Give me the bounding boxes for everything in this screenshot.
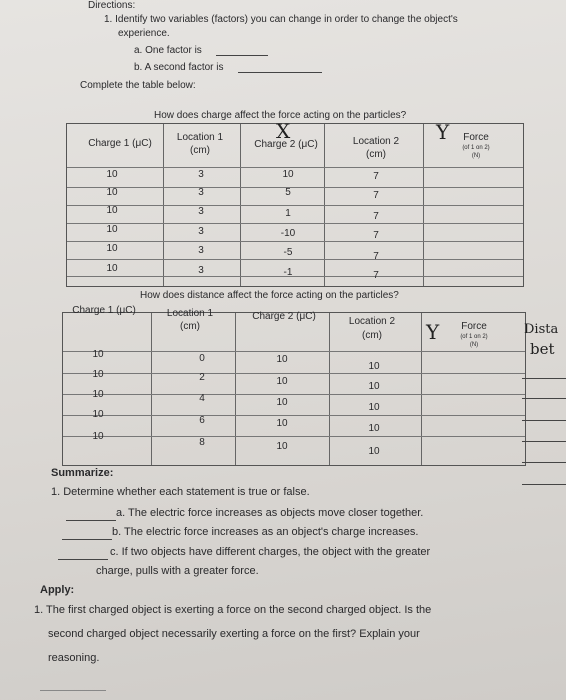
t1-r4-charge2: -10 — [280, 228, 296, 239]
complete-instruction: Complete the table below: — [80, 80, 196, 91]
apply-question-line-3: reasoning. — [48, 652, 100, 664]
t2-r2-charge1: 10 — [92, 369, 104, 380]
t1-handwritten-y: Y — [436, 120, 450, 144]
t2-handwritten-side-2: bet — [530, 340, 555, 358]
t1-header-loc2-unit: (cm) — [366, 149, 386, 160]
statement-c-cont: charge, pulls with a greater force. — [96, 565, 259, 577]
t2-r2-loc2: 10 — [368, 381, 380, 392]
t1-header-force: Force — [463, 132, 489, 143]
t1-header-force-unit: (N) — [471, 153, 481, 159]
t2-r3-charge2: 10 — [276, 397, 288, 408]
t1-r3-loc1: 3 — [198, 206, 204, 217]
t1-r4-loc1: 3 — [198, 226, 204, 237]
t1-header-charge1: Charge 1 (μC) — [88, 138, 152, 149]
t2-header-charge1: Charge 1 (μC) — [72, 305, 136, 316]
t1-r5-charge2: -5 — [283, 247, 293, 258]
directions-item-1-cont: experience. — [118, 28, 170, 39]
t2-r1-charge1: 10 — [92, 349, 104, 360]
t1-r2-charge1: 10 — [106, 187, 118, 198]
t1-r2-loc2: 7 — [373, 190, 379, 201]
margin-line — [522, 378, 566, 379]
t2-r5-charge2: 10 — [276, 441, 288, 452]
t1-r6-charge1: 10 — [106, 263, 118, 274]
directions-heading: Directions: — [88, 0, 136, 11]
apply-question-line-1: 1. The first charged object is exerting a force on the second charged object. Is the — [34, 604, 432, 616]
t2-handwritten-side-1: Dista — [524, 322, 559, 337]
t1-r6-loc2: 7 — [373, 270, 379, 281]
t2-r1-charge2: 10 — [276, 354, 288, 365]
margin-line — [522, 484, 566, 485]
t1-r6-charge2: -1 — [283, 267, 293, 278]
t1-r1-charge2: 10 — [282, 169, 294, 180]
t2-r5-charge1: 10 — [92, 431, 104, 442]
t1-r4-charge1: 10 — [106, 224, 118, 235]
t1-r6-loc1: 3 — [198, 265, 204, 276]
t2-r4-loc2: 10 — [368, 423, 380, 434]
t2-header-force-unit: (N) — [469, 342, 479, 348]
t2-r4-charge1: 10 — [92, 409, 104, 420]
t1-header-loc1-unit: (cm) — [190, 145, 210, 156]
t2-r2-loc1: 2 — [199, 372, 205, 383]
t1-r3-loc2: 7 — [373, 211, 379, 222]
t2-r3-loc2: 10 — [368, 402, 380, 413]
statement-b: b. The electric force increases as an object's charge increases. — [112, 526, 419, 538]
t2-header-loc1-unit: (cm) — [180, 321, 200, 332]
t1-r1-loc1: 3 — [198, 169, 204, 180]
t2-header-force-sub: (of 1 on 2) — [460, 334, 488, 340]
table1-title: How does charge affect the force acting on the particles? — [154, 110, 407, 121]
t1-header-force-sub: (of 1 on 2) — [462, 145, 490, 151]
summarize-heading: Summarize: — [51, 467, 114, 479]
t2-header-loc2-unit: (cm) — [362, 330, 382, 341]
answer-a-blank[interactable] — [66, 520, 116, 521]
t1-handwritten-x: X — [276, 119, 291, 143]
margin-line — [522, 398, 566, 399]
apply-heading: Apply: — [40, 584, 75, 596]
margin-line — [522, 441, 566, 442]
statement-c: c. If two objects have different charges, the object with the greater — [110, 546, 431, 558]
factor-b-label: b. A second factor is — [134, 62, 224, 73]
margin-line — [522, 462, 566, 463]
t1-r3-charge2: 1 — [285, 208, 291, 219]
t2-r3-charge1: 10 — [92, 389, 104, 400]
t2-r5-loc1: 8 — [199, 437, 205, 448]
t2-r2-charge2: 10 — [276, 376, 288, 387]
answer-c-blank[interactable] — [58, 559, 108, 560]
t2-r5-loc2: 10 — [368, 446, 380, 457]
t1-header-loc1: Location 1 — [176, 132, 224, 143]
table2-title: How does distance affect the force acting on the particles? — [140, 290, 399, 301]
t1-r5-loc1: 3 — [198, 245, 204, 256]
t2-r3-loc1: 4 — [199, 393, 205, 404]
apply-answer-line[interactable] — [40, 690, 106, 691]
factor-b-blank[interactable] — [238, 72, 322, 73]
t1-header-loc2: Location 2 — [352, 136, 400, 147]
t2-header-charge2: Charge 2 (μC) — [252, 311, 316, 322]
t1-r2-charge2: 5 — [285, 187, 291, 198]
apply-question-line-2: second charged object necessarily exerting a force on the first? Explain your — [48, 628, 420, 640]
t1-r3-charge1: 10 — [106, 205, 118, 216]
statement-a: a. The electric force increases as objects move closer together. — [116, 507, 424, 519]
summarize-item-1: 1. Determine whether each statement is true or false. — [51, 486, 310, 498]
t1-r5-loc2: 7 — [373, 251, 379, 262]
factor-a-label: a. One factor is — [134, 45, 202, 56]
margin-line — [522, 420, 566, 421]
t1-r1-loc2: 7 — [373, 171, 379, 182]
t1-r5-charge1: 10 — [106, 243, 118, 254]
t1-r4-loc2: 7 — [373, 230, 379, 241]
t1-r1-charge1: 10 — [106, 169, 118, 180]
t1-r2-loc1: 3 — [198, 187, 204, 198]
t2-r4-loc1: 6 — [199, 415, 205, 426]
directions-item-1: 1. Identify two variables (factors) you can change in order to change the object's — [104, 14, 458, 25]
factor-a-blank[interactable] — [216, 55, 268, 56]
t1-header-charge2: Charge 2 (μC) — [254, 139, 318, 150]
t2-header-loc2: Location 2 — [348, 316, 396, 327]
answer-b-blank[interactable] — [62, 539, 112, 540]
t2-header-force: Force — [461, 321, 487, 332]
t2-r1-loc2: 10 — [368, 361, 380, 372]
t2-handwritten-y: Y — [426, 320, 440, 344]
t2-r4-charge2: 10 — [276, 418, 288, 429]
t2-header-loc1: Location 1 — [166, 308, 214, 319]
t2-r1-loc1: 0 — [199, 353, 205, 364]
